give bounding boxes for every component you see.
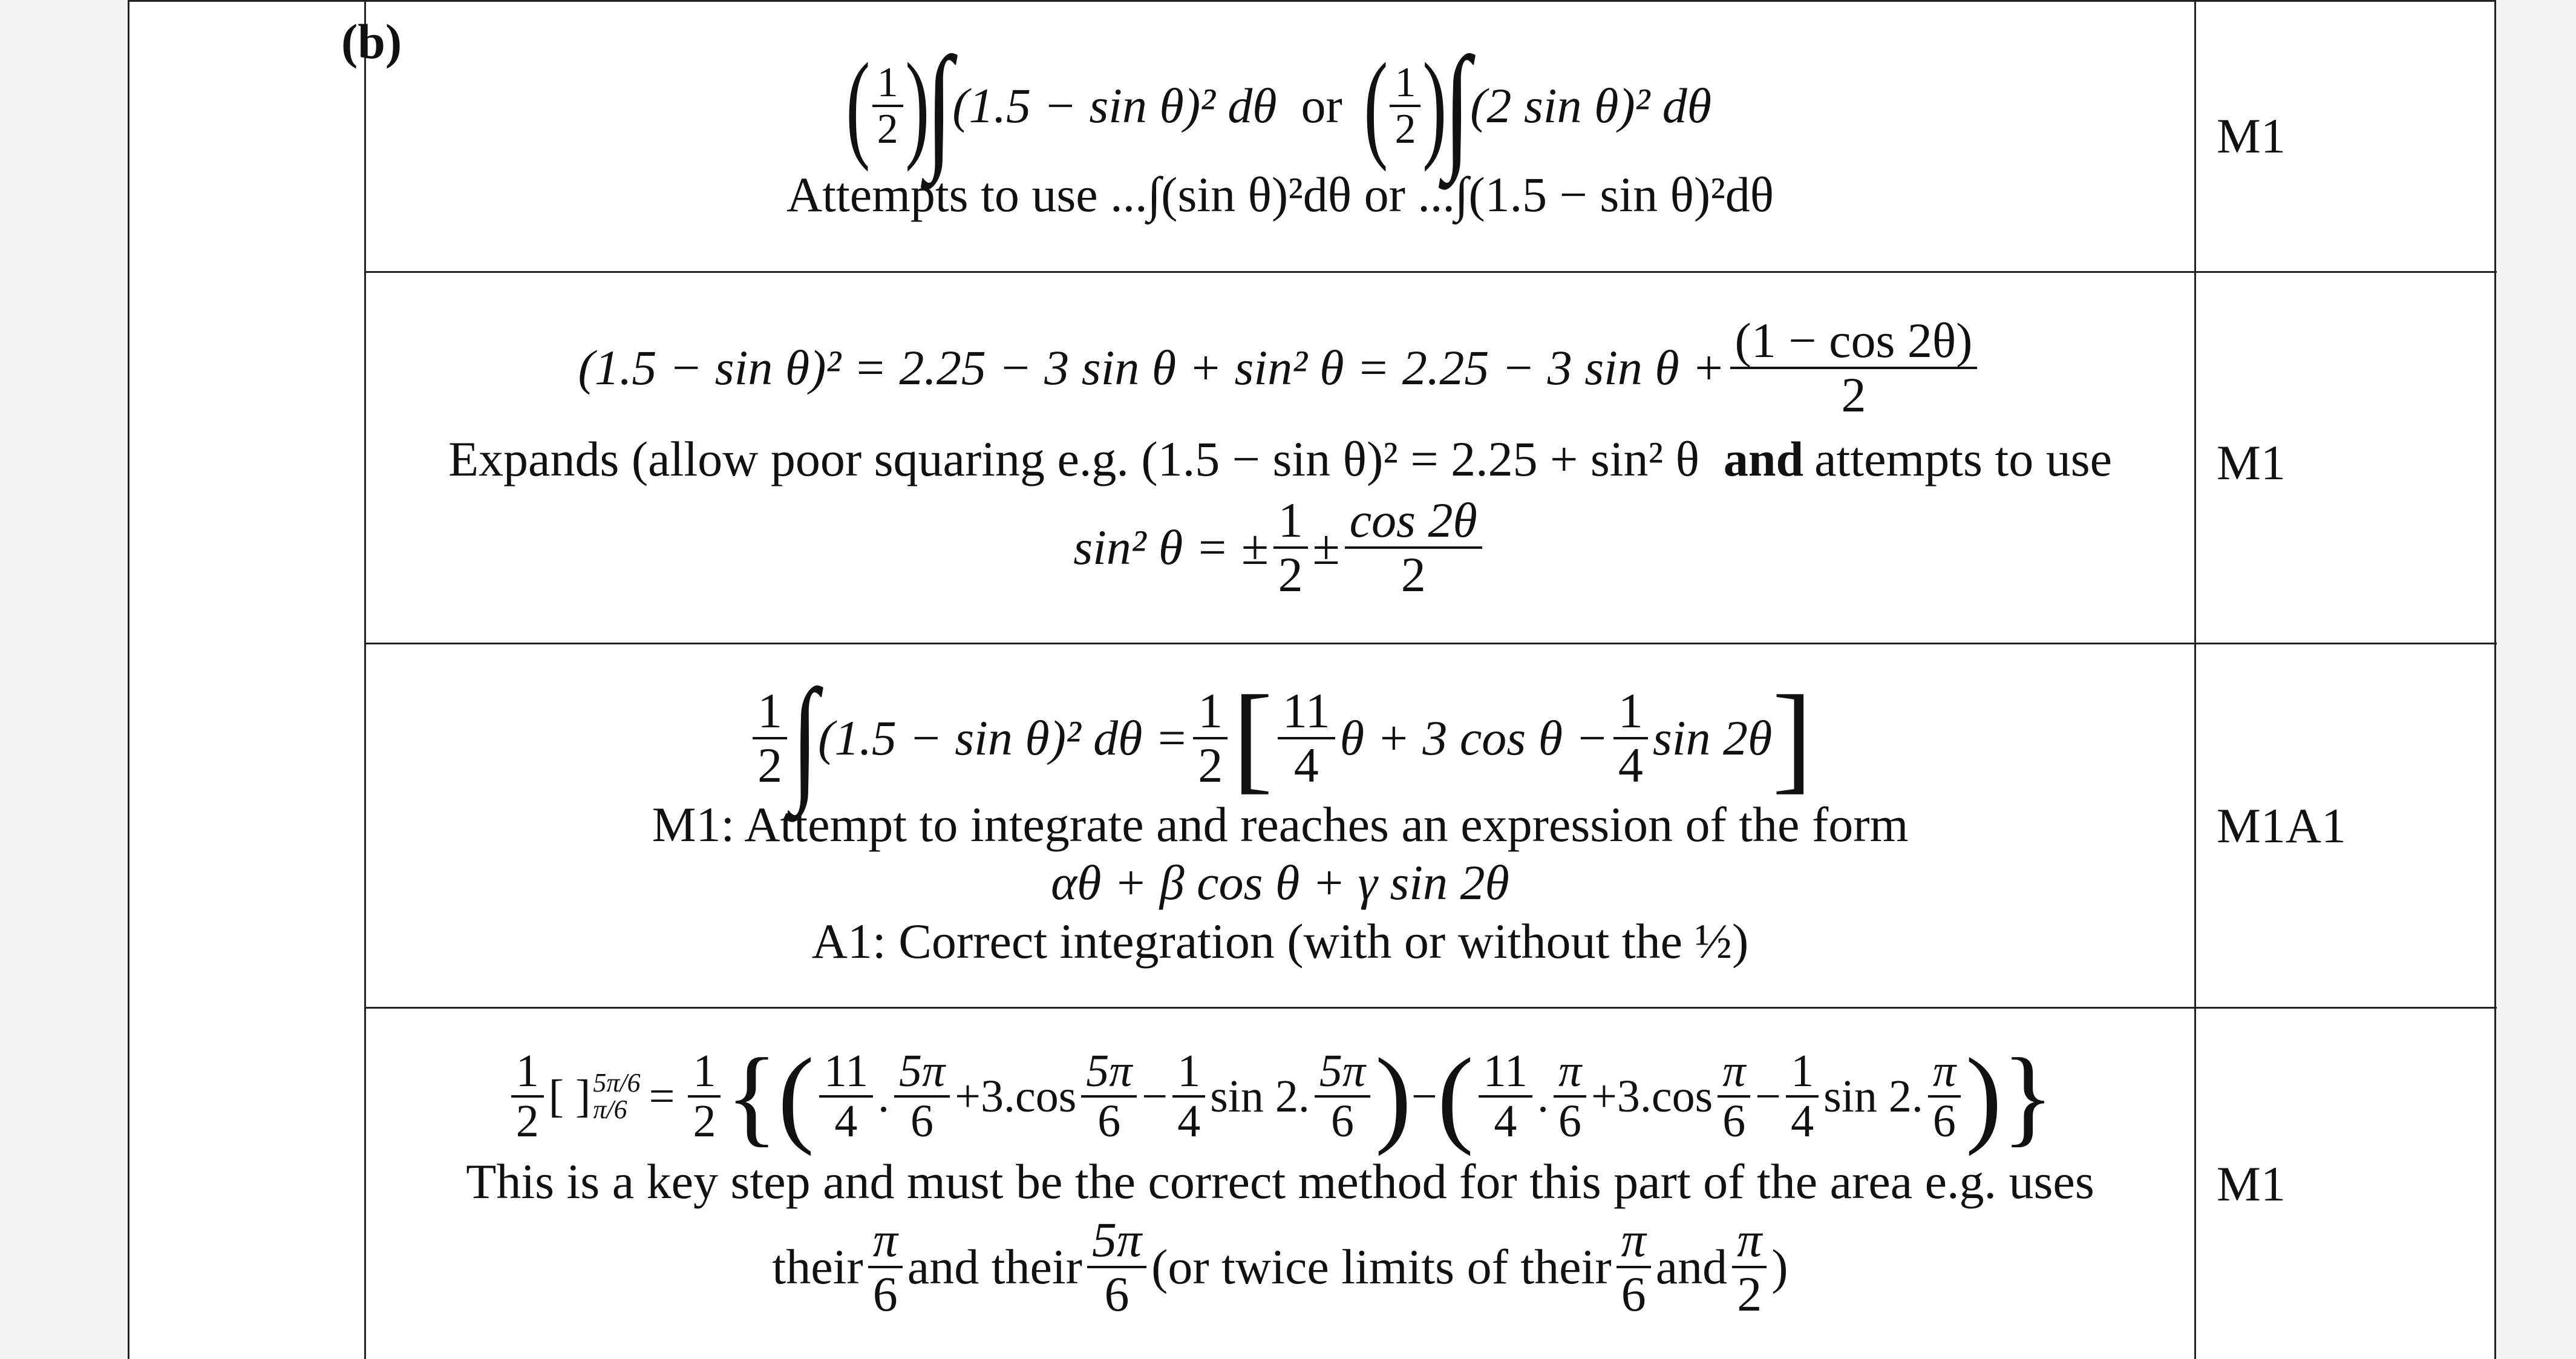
row-3-form-text: αθ + β cos θ + γ sin 2θ	[1051, 855, 1509, 911]
row-4-pi-b: π	[1554, 1047, 1586, 1098]
row-1-mark: M1	[2217, 108, 2286, 163]
row-3-half-den: 2	[757, 738, 783, 793]
row-3-four: 4	[1293, 738, 1319, 793]
row-4-close-paren: )	[1771, 1239, 1788, 1295]
row-3-eleven: 11	[1278, 685, 1335, 739]
row-3-half2-num: 1	[1193, 685, 1228, 739]
row-3-a1-text: A1: Correct integration (with or without the ½)	[811, 913, 1749, 969]
row-1-formula-b: (2 sin θ)² dθ	[1470, 78, 1712, 134]
row-4-their-line: their $\frac{\pi}{6}$ and their $\frac{5\pi}{6}$ (or twice limits of their $\frac{\pi}{6}$ and $\frac{\pi}{2}$ )	[772, 1212, 1788, 1322]
row-2-identity	[1073, 494, 1487, 601]
mark-scheme-table	[128, 0, 2496, 1359]
row-4-mark: M1	[2217, 1156, 2286, 1211]
row-1-or: or	[1301, 78, 1342, 134]
row-2-desc-prefix: Expands (allow poor squaring e.g. (1.5 − sin θ)² = 2.25 + sin² θ	[448, 431, 1699, 487]
row-2-desc-bold: and	[1723, 431, 1804, 487]
row-2-working	[366, 273, 2194, 643]
row-2-identity-lhs: sin² θ = ±	[1073, 519, 1269, 575]
row-4-cos-a: +3.cos	[955, 1070, 1077, 1122]
row-2-cos-num: cos 2θ	[1345, 494, 1482, 549]
row-3-integral-rhs-b: sin 2θ	[1652, 710, 1773, 766]
row-4-5pi-a: 5π	[894, 1047, 950, 1098]
row-2-cos-den: 2	[1401, 546, 1426, 602]
row-3-quarter-num: 1	[1613, 685, 1648, 739]
row-2-half-num: 1	[1273, 494, 1308, 549]
row-4-working	[366, 1009, 2194, 1359]
row-3-m1-text: M1: Attempt to integrate and reaches an expression of the form	[652, 797, 1909, 853]
row-4-key-text: This is a key step and must be the correct method for this part of the area e.g. uses	[466, 1154, 2094, 1210]
row-1-formula: ( $\frac{1}{2}$ ) ∫ (1.5 − sin θ)² dθ or ( $\frac{1}{2}$ ) ∫ (2 sin θ)² dθ	[846, 28, 1712, 183]
row-2-expansion	[578, 315, 1983, 421]
row-2-desc-suffix: attempts to use	[1814, 431, 2113, 487]
row-2-description	[448, 432, 2112, 486]
column-divider-right	[2194, 0, 2196, 1359]
row-2-frac-den: 2	[1841, 367, 1866, 423]
row-4-limit-lower: π/6	[593, 1095, 627, 1125]
row-4-sin-a: sin 2.	[1210, 1070, 1310, 1122]
row-3-working	[366, 644, 2194, 1007]
row-4-four-a: 4	[834, 1096, 858, 1147]
row-3-integral-rhs-a: θ + 3 cos θ −	[1339, 710, 1609, 766]
row-4-six-b: 6	[1558, 1096, 1581, 1147]
row-4-twice: (or twice limits of their	[1151, 1239, 1612, 1295]
row-2-mark: M1	[2217, 435, 2286, 490]
row-2-frac-num: (1 − cos 2θ)	[1730, 315, 1978, 369]
row-1-working	[366, 2, 2194, 271]
row-3-half-num: 1	[753, 685, 787, 739]
part-label: (b)	[341, 14, 402, 69]
row-3-integral-lhs: (1.5 − sin θ)² dθ =	[818, 710, 1189, 766]
row-4-two: 2	[515, 1096, 539, 1147]
row-2-half-den: 2	[1278, 546, 1303, 602]
row-4-and: and	[1655, 1239, 1728, 1295]
row-2-pm: ±	[1312, 519, 1340, 575]
row-3-mark: M1A1	[2217, 798, 2347, 853]
row-4-evaluation: $\frac{1}{2}$ [ ] 5π/6 π/6 = $\frac{1}{2}$ { ( $\frac{11}{4}$ . $\frac{5\pi}{6}$ +3.cos $\frac{5\pi}{6}$ − $\frac{1}{4}$ sin 2. $\frac{5\pi}{6}$ ) − ( $\frac{11}{4}$ . $\frac{\pi}{6}$ +3.cos $\frac{\pi}{6}$ − $\frac{1}{4}$ sin 2. $\frac{\pi}{6}$ ) }	[506, 1047, 2055, 1147]
row-4-two-den: 2	[1737, 1266, 1762, 1322]
row-4-and-their: and their	[907, 1239, 1082, 1295]
row-3-quarter-den: 4	[1618, 738, 1643, 793]
row-4-eleven-a: 11	[819, 1047, 873, 1098]
row-1-description: Attempts to use ...∫(sin θ)²dθ or ...∫(1.5 − sin θ)²dθ	[786, 167, 1774, 223]
row-1-formula-a: (1.5 − sin θ)² dθ	[952, 78, 1277, 134]
row-3-integral: $\frac{1}{2}$ ∫ (1.5 − sin θ)² dθ = $\frac{1}{2}$ [ $\frac{11}{4}$ θ + 3 cos θ − $\frac{1}{4}$ sin 2θ ]	[748, 683, 1813, 794]
row-4-their: their	[772, 1239, 863, 1295]
row-4-limit-upper: 5π/6	[593, 1068, 641, 1098]
row-2-expansion-text: (1.5 − sin θ)² = 2.25 − 3 sin θ + sin² θ = 2.25 − 3 sin θ +	[578, 340, 1725, 396]
row-4-six-a: 6	[910, 1096, 934, 1147]
row-3-half2-den: 2	[1198, 738, 1223, 793]
